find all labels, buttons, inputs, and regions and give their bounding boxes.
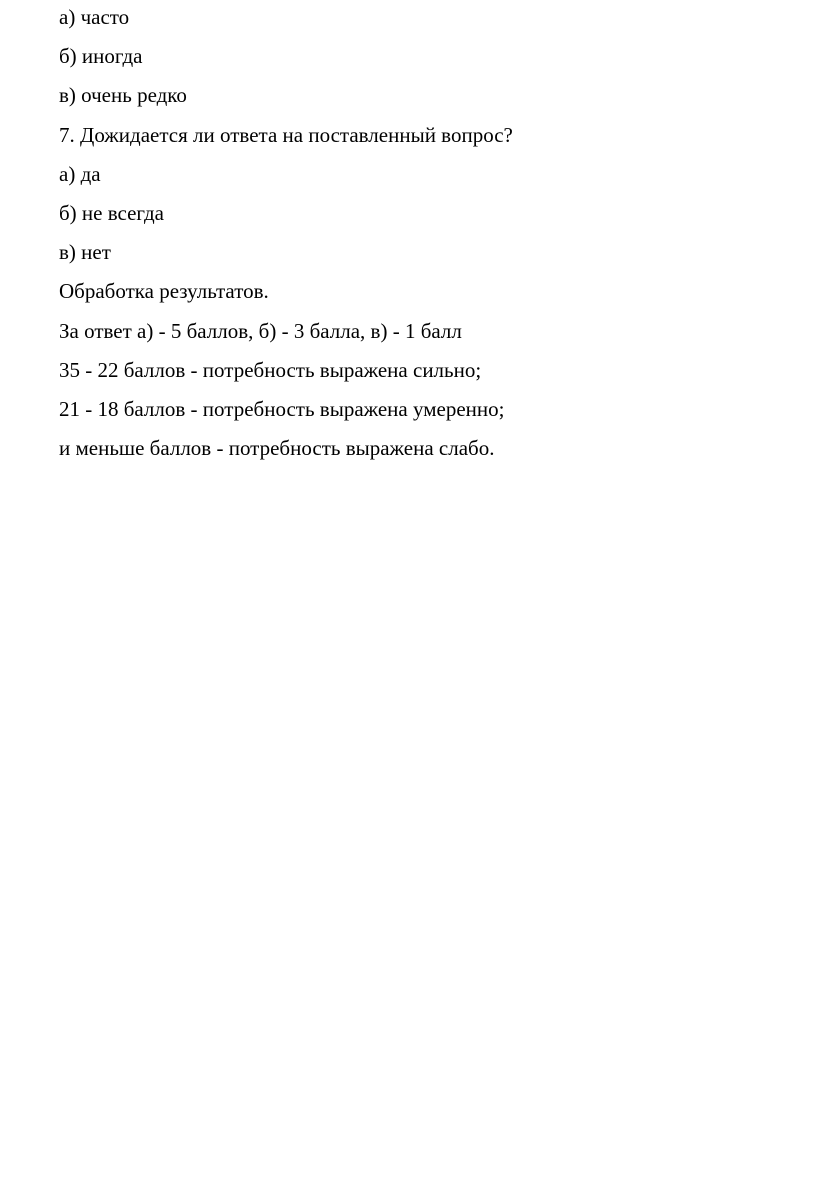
scoring-rule: За ответ а) - 5 баллов, б) - 3 балла, в) - 1 балл xyxy=(59,318,462,343)
answer-option-often: а) часто xyxy=(59,5,130,29)
answer-option-very-rarely: в) очень редко xyxy=(59,83,187,108)
answer-option-not-always: б) не всегда xyxy=(59,200,164,225)
result-level-high: 35 - 22 баллов - потребность выражена сильно; xyxy=(59,357,482,382)
results-heading: Обработка результатов. xyxy=(59,279,269,304)
answer-option-yes: а) да xyxy=(59,161,101,186)
question-7: 7. Дожидается ли ответа на поставленный вопрос? xyxy=(59,122,513,147)
result-level-low: и меньше баллов - потребность выражена слабо. xyxy=(59,436,495,461)
document-body xyxy=(59,0,759,468)
result-level-medium: 21 - 18 баллов - потребность выражена умеренно; xyxy=(59,396,505,421)
answer-option-no: в) нет xyxy=(59,240,111,265)
answer-option-sometimes: б) иногда xyxy=(59,44,143,69)
